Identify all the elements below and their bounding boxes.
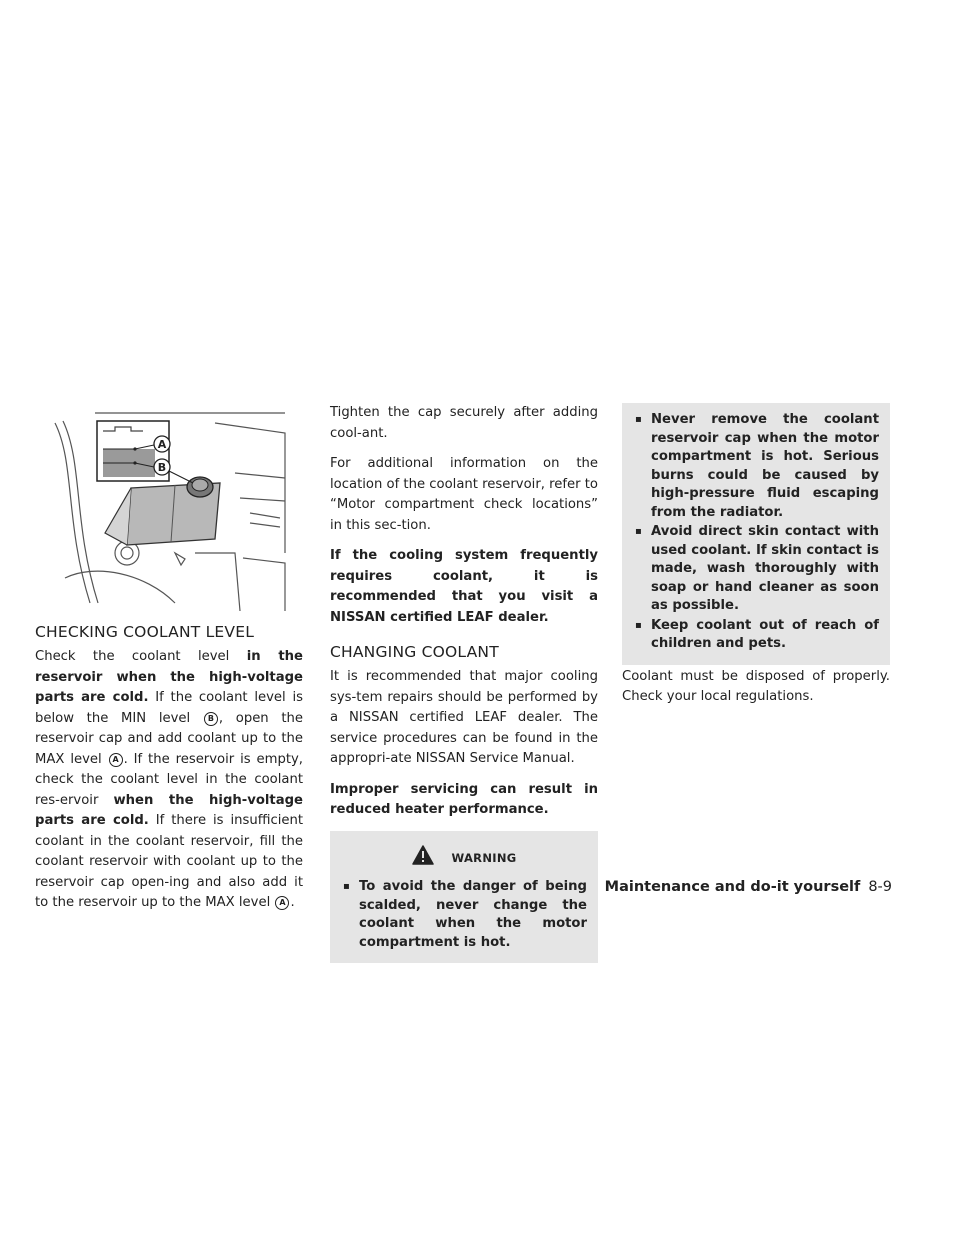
warning-box-continued [622, 403, 890, 665]
warning-list [341, 878, 587, 952]
paragraph-additional-info: For additional information on the location of the coolant reservoir, refer to “Motor compartment check locations” in this sec-tion. [330, 456, 598, 533]
column-checking-coolant [35, 622, 303, 924]
warning-item: ▪ Avoid direct skin contact with used coolant. If skin contact is made, wash thoroughly with soap or hand cleaner as soon as possible. [633, 523, 879, 616]
figure-label-a: A [157, 438, 167, 451]
coolant-reservoir-illustration [35, 403, 293, 611]
warning-triangle-icon [412, 845, 434, 865]
page-footer [605, 877, 892, 898]
column-changing-coolant [330, 403, 598, 963]
warning-label: WARNING [451, 850, 517, 865]
warning-item: ▪ Keep coolant out of reach of children and pets. [633, 617, 879, 654]
paragraph-frequent-coolant: If the cooling system frequently requires coolant, it is recommended that you visit a NISSAN certified LEAF dealer. [330, 548, 598, 625]
warning-box [330, 831, 598, 964]
column-warning-continued [622, 403, 890, 718]
ref-label-a: A [109, 753, 123, 767]
heading-checking-coolant-level: CHECKING COOLANT LEVEL [35, 623, 255, 641]
paragraph-major-repairs: It is recommended that major cooling sys-tem repairs should be performed by a NISSAN certified LEAF dealer. The service procedures can be found in the appropri-ate NISSAN Service Manual. [330, 669, 598, 766]
warning-item: ▪ Never remove the coolant reservoir cap when the motor compartment is hot. Serious burns could be caused by high-pressure fluid escaping from the radiator. [633, 411, 879, 522]
ref-label-b: B [204, 712, 218, 726]
warning-list-continued [633, 411, 879, 654]
warning-item: ▪ To avoid the danger of being scalded, never change the coolant when the motor compartment is hot. [341, 878, 587, 952]
warning-header [341, 845, 587, 869]
footer-section-title: Maintenance and do-it yourself [604, 879, 861, 895]
ref-label-a-2: A [275, 896, 289, 910]
paragraph-checking-coolant: Check the coolant level in the reservoir when the high-voltage parts are cold. If the coolant level is below the MIN level B , open the reservoir cap and add coolant up to the MAX level A . If the reservoir is empty, check the coolant level in the coolant res-ervoir when the high-voltage parts are cold. If there is insufficient coolant in the coolant reservoir, fill the coolant reservoir with coolant up to the reservoir cap open-ing and also add it to the reservoir up to the MAX level A . [35, 649, 304, 910]
paragraph-improper-servicing: Improper servicing can result in reduced heater performance. [330, 781, 598, 817]
paragraph-dispose-coolant: Coolant must be disposed of properly. Check your local regulations. [622, 668, 890, 704]
heading-changing-coolant: CHANGING COOLANT [330, 643, 499, 661]
paragraph-tighten-cap: Tighten the cap securely after adding cool-ant. [330, 405, 598, 441]
figure-label-b: B [157, 461, 167, 474]
footer-page-number: 8-9 [868, 879, 892, 895]
